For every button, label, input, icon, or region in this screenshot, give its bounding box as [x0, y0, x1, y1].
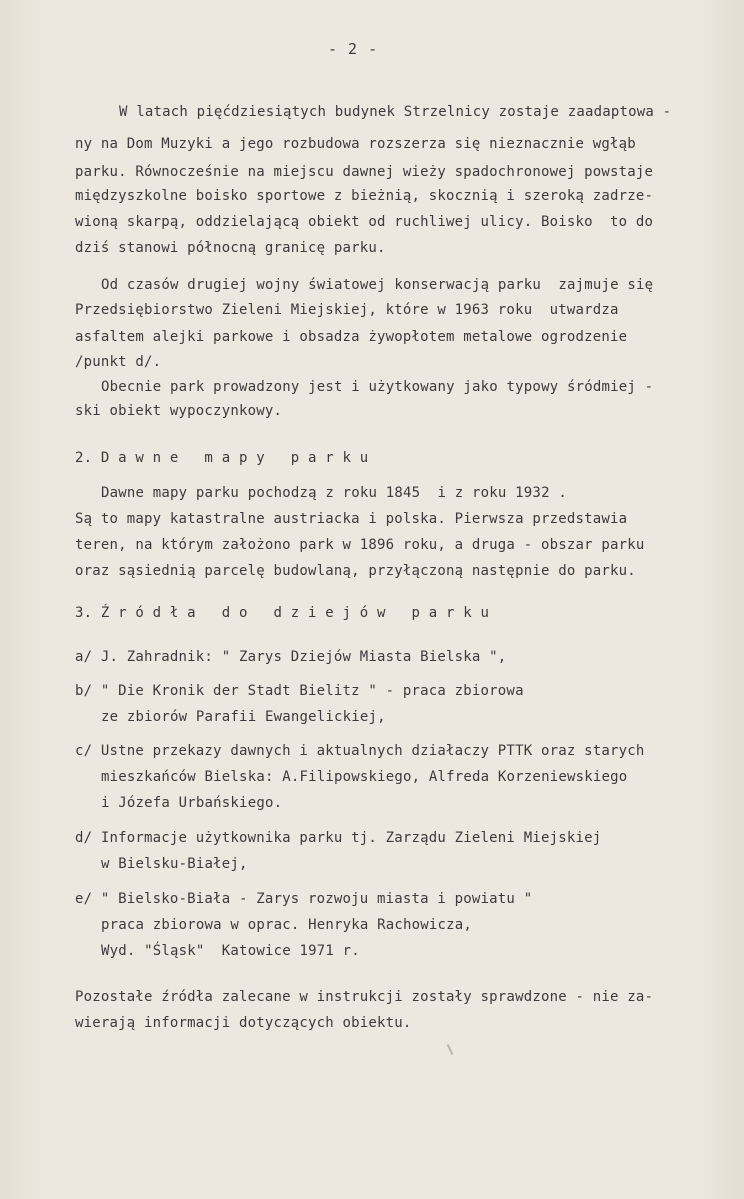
source-item-a: a/ J. Zahradnik: " Zarys Dziejów Miasta Bielska ",	[75, 649, 507, 665]
text-line: Obecnie park prowadzony jest i użytkowany jako typowy śródmiej -	[101, 379, 654, 395]
text-line: międzyszkolne boisko sportowe z bieżnią, skocznią i szeroką zadrze-	[75, 188, 654, 204]
text-line: wierają informacji dotyczących obiektu.	[75, 1015, 412, 1031]
page-number: - 2 -	[328, 40, 379, 58]
text-line: wioną skarpą, oddzielającą obiekt od ruchliwej ulicy. Boisko to do	[75, 214, 654, 230]
text-line: parku. Równocześnie na miejscu dawnej wieży spadochronowej powstaje	[75, 164, 654, 180]
text-line: Przedsiębiorstwo Zieleni Miejskiej, które w 1963 roku utwardza	[75, 302, 619, 318]
source-item-c: c/ Ustne przekazy dawnych i aktualnych działaczy PTTK oraz starych	[75, 743, 645, 759]
text-line: Dawne mapy parku pochodzą z roku 1845 i z roku 1932 .	[101, 485, 567, 501]
text-line: mieszkańców Bielska: A.Filipowskiego, Alfreda Korzeniewskiego	[101, 769, 628, 785]
source-item-d: d/ Informacje użytkownika parku tj. Zarządu Zieleni Miejskiej	[75, 830, 602, 846]
text-line: ze zbiorów Parafii Ewangelickiej,	[101, 709, 386, 725]
source-item-e: e/ " Bielsko-Biała - Zarys rozwoju miasta i powiatu "	[75, 891, 533, 907]
section-heading: 3. Ź r ó d ł a d o d z i e j ó w p a r k u	[75, 605, 490, 621]
text-line: teren, na którym założono park w 1896 roku, a druga - obszar parku	[75, 537, 645, 553]
text-line: Wyd. "Śląsk" Katowice 1971 r.	[101, 943, 360, 959]
text-line: /punkt d/.	[75, 354, 162, 370]
text-line: ny na Dom Muzyki a jego rozbudowa rozszerza się nieznacznie wgłąb	[75, 136, 636, 152]
text-line: i Józefa Urbańskiego.	[101, 795, 283, 811]
text-line: oraz sąsiednią parcelę budowlaną, przyłączoną następnie do parku.	[75, 563, 636, 579]
source-item-b: b/ " Die Kronik der Stadt Bielitz " - praca zbiorowa	[75, 683, 524, 699]
text-line: asfaltem alejki parkowe i obsadza żywopłotem metalowe ogrodzenie	[75, 329, 628, 345]
section-heading: 2. D a w n e m a p y p a r k u	[75, 450, 369, 466]
text-line: W latach pięćdziesiątych budynek Strzelnicy zostaje zaadaptowa -	[119, 104, 672, 120]
text-line: Od czasów drugiej wojny światowej konserwacją parku zajmuje się	[101, 277, 654, 293]
pen-mark	[447, 1044, 453, 1055]
text-line: w Bielsku-Białej,	[101, 856, 248, 872]
text-line: dziś stanowi północną granicę parku.	[75, 240, 386, 256]
text-line: Są to mapy katastralne austriacka i polska. Pierwsza przedstawia	[75, 511, 628, 527]
text-line: praca zbiorowa w oprac. Henryka Rachowicza,	[101, 917, 473, 933]
text-line: Pozostałe źródła zalecane w instrukcji zostały sprawdzone - nie za-	[75, 989, 654, 1005]
text-line: ski obiekt wypoczynkowy.	[75, 403, 283, 419]
